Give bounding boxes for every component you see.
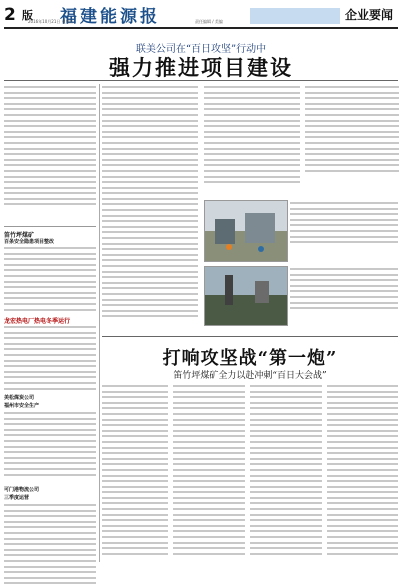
masthead-title: 福建能源报 [60,7,160,27]
side-item-1-subtitle: 百条安全隐患项目整改 [4,239,55,245]
header-editor: 责任编辑 / 美编 [195,19,223,24]
page-banner: 版 [22,9,33,22]
photo-2-image [205,267,287,325]
divider [4,80,398,81]
column-divider [99,84,100,562]
header-rule [4,27,398,29]
side-item-3-body [4,412,96,479]
header-color-band [250,8,340,24]
top-story-column-4 [305,86,399,196]
bottom-story-column-3 [250,385,322,558]
bottom-story-headline: 打响攻坚战“第一炮” [162,348,338,369]
side-item-2-title-text: 龙宏热电厂 [4,318,35,325]
side-item-2-body [4,326,96,393]
top-story-column-2 [102,86,198,336]
top-story-headline: 强力推进项目建设 [109,55,293,80]
page-header [0,0,402,28]
top-story-kicker: 联美公司在“百日攻坚”行动中 [135,44,267,55]
side-item-2-subtitle: 热电冬季运行 [34,318,71,325]
top-story-column-3 [204,86,300,196]
bottom-story-subheadline: 笛竹坪煤矿全力以赴冲刺“百日大会战” [173,371,327,381]
side-item-3-title [4,394,34,401]
bottom-story-column-4 [327,385,398,558]
bottom-story-column-2 [173,385,245,558]
news-photo-2 [204,266,288,326]
side-item-4-body [4,504,96,588]
side-item-4-subtitle: 三季度运营 [4,495,30,501]
bottom-story-column-1 [102,385,168,558]
news-photo-1 [204,200,288,262]
photo-2-caption [290,268,398,313]
side-item-3-subtitle: 福州市安全生产 [4,403,40,409]
divider [102,336,398,337]
photo-1-image [205,201,287,261]
page-number: 2 [4,5,16,25]
section-title: 企业要闻 [345,8,394,22]
side-item-1-title: 笛竹坪煤矿 [4,232,35,239]
side-item-4-title: 可门港物流公司 [4,487,40,493]
side-item-1-body [4,247,96,314]
divider [4,226,96,227]
photo-1-caption [290,202,398,247]
side-item-3-title-text: 美松煤炭公司 [4,395,35,401]
side-item-2-title [4,316,70,325]
header-date: 2016年10月21日 星期五 [28,19,74,24]
